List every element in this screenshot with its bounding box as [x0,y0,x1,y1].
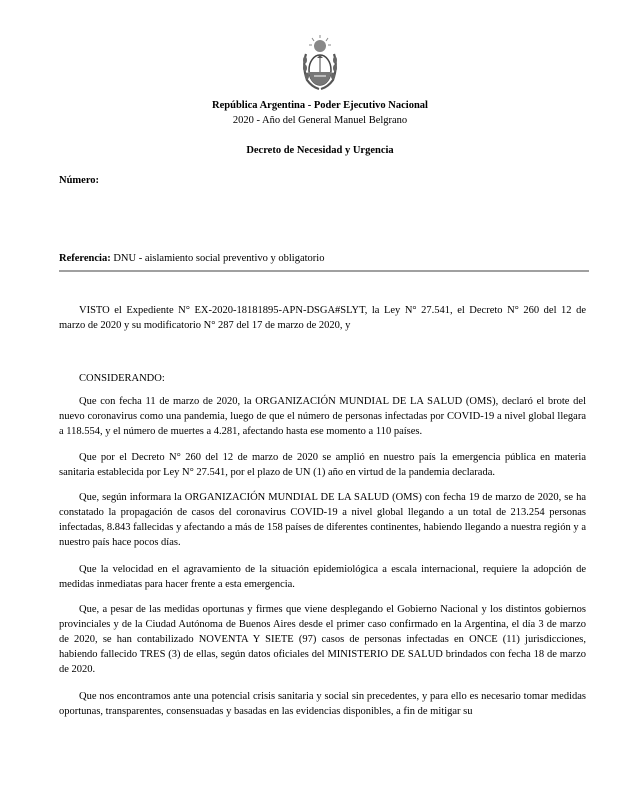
considerando-paragraph: Que, a pesar de las medidas oportunas y firmes que viene desplegando el Gobierno Nacional y los distintos gobiernos provinciales y de la Ciudad Autónoma de Buenos Aires desde el primer caso confirmado en la Argentina, el día 3 de marzo de 2020, se han contabilizado NOVENTA Y SIETE (97) casos de personas infectadas en ONCE (11) jurisdicciones, habiendo fallecido TRES (3) de ellas, según datos oficiales del MINISTERIO DE SALUD brindados con fecha 18 de marzo de 2020. [59,604,586,675]
considerando-paragraph: Que por el Decreto N° 260 del 12 de marzo de 2020 se amplió en nuestro país la emergencia pública en materia sanitaria establecida por Ley N° 27.541, por el plazo de UN (1) año en virtud de la pandemia declarada. [59,452,586,478]
considerando-paragraph: Que nos encontramos ante una potencial crisis sanitaria y social sin precedentes, y para ello es necesario tomar medidas oportunas, transparentes, consensuadas y basadas en las evidencias disponibles, a fin de mitigar su [59,691,586,717]
visto-paragraph: VISTO el Expediente N° EX-2020-18181895-APN-DSGA#SLYT, la Ley N° 27.541, el Decreto N° 260 del 12 de marzo de 2020 y su modificatorio N° 287 del 17 de marzo de 2020, y [59,305,586,331]
referencia-value: DNU - aislamiento social preventivo y obligatorio [110,253,325,264]
document-type-title: Decreto de Necesidad y Urgencia [246,145,394,156]
considerando-paragraph: Que, según informara la ORGANIZACIÓN MUNDIAL DE LA SALUD (OMS) con fecha 19 de marzo de 2020, se ha constatado la propagación de casos del coronavirus COVID-19 a nivel global llegando a un total de 213.254 personas infectadas, 8.843 fallecidas y afectando a más de 158 países de diferentes continentes, habiendo llegando a nuestra región y a nuestro país hace pocos días. [59,492,586,548]
referencia-field [59,252,324,266]
header-year-motto: 2020 - Año del General Manuel Belgrano [232,115,408,126]
considerando-heading: CONSIDERANDO: [79,373,165,384]
national-coat-of-arms-icon [300,34,340,92]
referencia-label: Referencia: [59,253,111,264]
considerando-paragraph: Que con fecha 11 de marzo de 2020, la ORGANIZACIÓN MUNDIAL DE LA SALUD (OMS), declaró el brote del nuevo coronavirus como una pandemia, luego de que el número de personas infectadas por COVID-19 a nivel global llegara a 118.554, y el número de muertes a 4.281, afectando hasta ese momento a 110 países. [59,396,586,437]
numero-label: Número: [59,175,100,186]
numero-field [59,174,99,188]
header-republic: República Argentina - Poder Ejecutivo Nacional [212,100,428,111]
header-divider [59,270,589,272]
considerando-paragraph: Que la velocidad en el agravamiento de la situación epidemiológica a escala internacional, requiere la adopción de medidas inmediatas para hacer frente a esta emergencia. [59,564,586,590]
